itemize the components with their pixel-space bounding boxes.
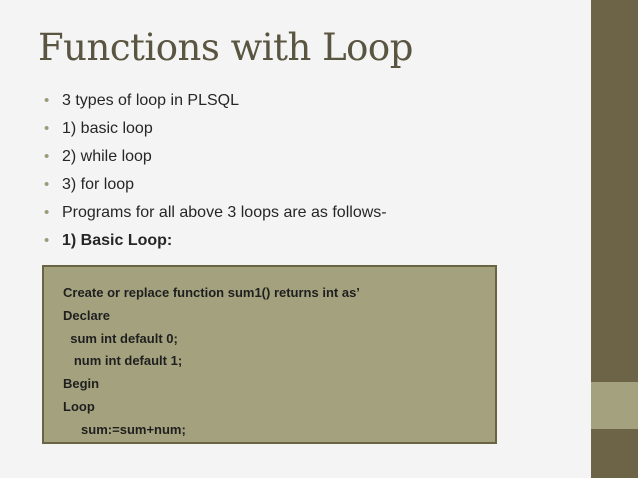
bullet-item: [44, 230, 387, 258]
bullet-item: [44, 174, 387, 202]
bullet-list: [44, 90, 387, 258]
bullet-item: [44, 202, 387, 230]
code-line: sum:=sum+num;: [63, 422, 186, 437]
bullet-text: Programs for all above 3 loops are as follows-: [62, 204, 387, 221]
sidebar-accent-bar: [591, 0, 638, 382]
bullet-text: 1) Basic Loop:: [62, 232, 173, 249]
code-line: Loop: [63, 399, 95, 414]
bullet-text: 2) while loop: [62, 148, 152, 165]
code-line: num int default 1;: [63, 353, 183, 368]
bullet-dot-icon: •: [44, 148, 50, 165]
bullet-dot-icon: •: [44, 120, 50, 137]
bullet-item: [44, 146, 387, 174]
sidebar-accent-bar-bottom: [591, 429, 638, 478]
sidebar-accent-block: [591, 382, 638, 429]
code-line: Begin: [63, 376, 100, 391]
code-line: Create or replace function sum1() returns int as’: [63, 285, 360, 300]
bullet-dot-icon: •: [44, 232, 50, 249]
bullet-dot-icon: •: [44, 204, 50, 221]
bullet-text: 3) for loop: [62, 176, 135, 193]
bullet-item: [44, 90, 387, 118]
bullet-dot-icon: •: [44, 92, 50, 109]
bullet-item: [44, 118, 387, 146]
code-line: Declare: [63, 308, 110, 323]
code-line: sum int default 0;: [63, 331, 178, 346]
bullet-text: 3 types of loop in PLSQL: [62, 92, 239, 109]
code-box: [42, 265, 497, 444]
bullet-text: 1) basic loop: [62, 120, 153, 137]
bullet-dot-icon: •: [44, 176, 50, 193]
slide-title: Functions with Loop: [38, 26, 413, 69]
